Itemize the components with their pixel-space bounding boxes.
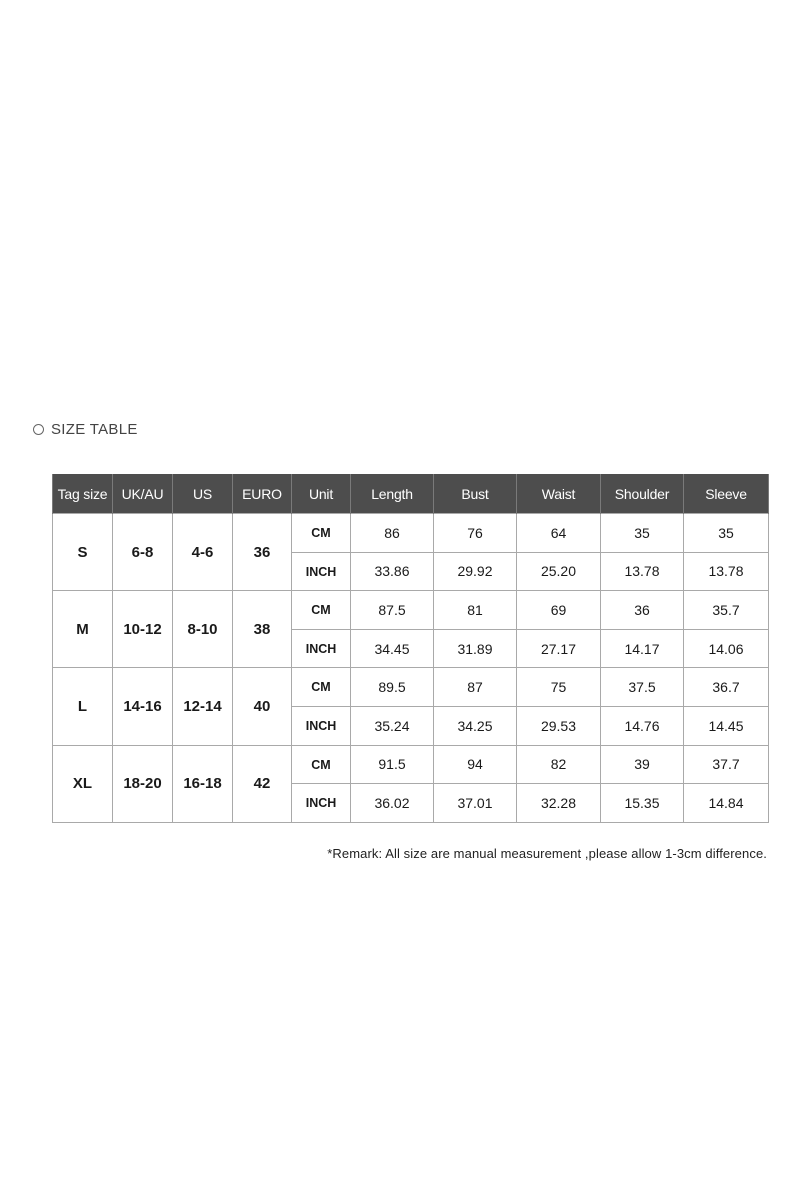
- waist-cell: 27.17: [517, 629, 601, 668]
- bust-cell: 76: [434, 514, 517, 553]
- table-body: [53, 514, 769, 823]
- length-cell: 33.86: [351, 552, 434, 591]
- header-euro: EURO: [233, 474, 292, 514]
- header-row: [53, 474, 769, 514]
- euro-cell: 38: [233, 591, 292, 668]
- shoulder-cell: 35: [601, 514, 684, 553]
- uk-au-cell: 14-16: [113, 668, 173, 745]
- length-cell: 35.24: [351, 706, 434, 745]
- header-unit: Unit: [292, 474, 351, 514]
- shoulder-cell: 15.35: [601, 784, 684, 823]
- us-cell: 4-6: [173, 514, 233, 591]
- section-title: SIZE TABLE: [51, 420, 138, 438]
- tag-size-cell: S: [53, 514, 113, 591]
- uk-au-cell: 6-8: [113, 514, 173, 591]
- waist-cell: 75: [517, 668, 601, 707]
- euro-cell: 42: [233, 745, 292, 822]
- bust-cell: 29.92: [434, 552, 517, 591]
- uk-au-cell: 10-12: [113, 591, 173, 668]
- length-cell: 87.5: [351, 591, 434, 630]
- shoulder-cell: 36: [601, 591, 684, 630]
- waist-cell: 25.20: [517, 552, 601, 591]
- length-cell: 36.02: [351, 784, 434, 823]
- unit-cell: INCH: [292, 706, 351, 745]
- sleeve-cell: 36.7: [684, 668, 769, 707]
- sleeve-cell: 35: [684, 514, 769, 553]
- remark-note: *Remark: All size are manual measurement ,please allow 1-3cm difference.: [327, 846, 767, 861]
- table-row: [53, 745, 769, 784]
- sleeve-cell: 13.78: [684, 552, 769, 591]
- table-header: [53, 474, 769, 514]
- shoulder-cell: 39: [601, 745, 684, 784]
- tag-size-cell: XL: [53, 745, 113, 822]
- shoulder-cell: 13.78: [601, 552, 684, 591]
- header-shoulder: Shoulder: [601, 474, 684, 514]
- uk-au-cell: 18-20: [113, 745, 173, 822]
- unit-cell: CM: [292, 591, 351, 630]
- waist-cell: 82: [517, 745, 601, 784]
- length-cell: 86: [351, 514, 434, 553]
- us-cell: 16-18: [173, 745, 233, 822]
- sleeve-cell: 14.84: [684, 784, 769, 823]
- length-cell: 89.5: [351, 668, 434, 707]
- unit-cell: CM: [292, 514, 351, 553]
- header-uk-au: UK/AU: [113, 474, 173, 514]
- waist-cell: 69: [517, 591, 601, 630]
- bust-cell: 81: [434, 591, 517, 630]
- bust-cell: 34.25: [434, 706, 517, 745]
- header-waist: Waist: [517, 474, 601, 514]
- sleeve-cell: 14.45: [684, 706, 769, 745]
- bust-cell: 87: [434, 668, 517, 707]
- tag-size-cell: M: [53, 591, 113, 668]
- euro-cell: 36: [233, 514, 292, 591]
- shoulder-cell: 14.76: [601, 706, 684, 745]
- section-heading: [33, 419, 138, 439]
- unit-cell: CM: [292, 668, 351, 707]
- us-cell: 12-14: [173, 668, 233, 745]
- unit-cell: INCH: [292, 629, 351, 668]
- header-sleeve: Sleeve: [684, 474, 769, 514]
- header-bust: Bust: [434, 474, 517, 514]
- waist-cell: 64: [517, 514, 601, 553]
- header-length: Length: [351, 474, 434, 514]
- unit-cell: CM: [292, 745, 351, 784]
- sleeve-cell: 35.7: [684, 591, 769, 630]
- length-cell: 34.45: [351, 629, 434, 668]
- sleeve-cell: 37.7: [684, 745, 769, 784]
- waist-cell: 32.28: [517, 784, 601, 823]
- size-table: [52, 474, 769, 823]
- shoulder-cell: 37.5: [601, 668, 684, 707]
- unit-cell: INCH: [292, 784, 351, 823]
- waist-cell: 29.53: [517, 706, 601, 745]
- table-row: [53, 514, 769, 553]
- header-tag-size: Tag size: [53, 474, 113, 514]
- header-us: US: [173, 474, 233, 514]
- bust-cell: 31.89: [434, 629, 517, 668]
- sleeve-cell: 14.06: [684, 629, 769, 668]
- tag-size-cell: L: [53, 668, 113, 745]
- circle-outline-icon: [33, 424, 44, 435]
- euro-cell: 40: [233, 668, 292, 745]
- length-cell: 91.5: [351, 745, 434, 784]
- bust-cell: 94: [434, 745, 517, 784]
- unit-cell: INCH: [292, 552, 351, 591]
- shoulder-cell: 14.17: [601, 629, 684, 668]
- table-row: [53, 668, 769, 707]
- table-row: [53, 591, 769, 630]
- bust-cell: 37.01: [434, 784, 517, 823]
- us-cell: 8-10: [173, 591, 233, 668]
